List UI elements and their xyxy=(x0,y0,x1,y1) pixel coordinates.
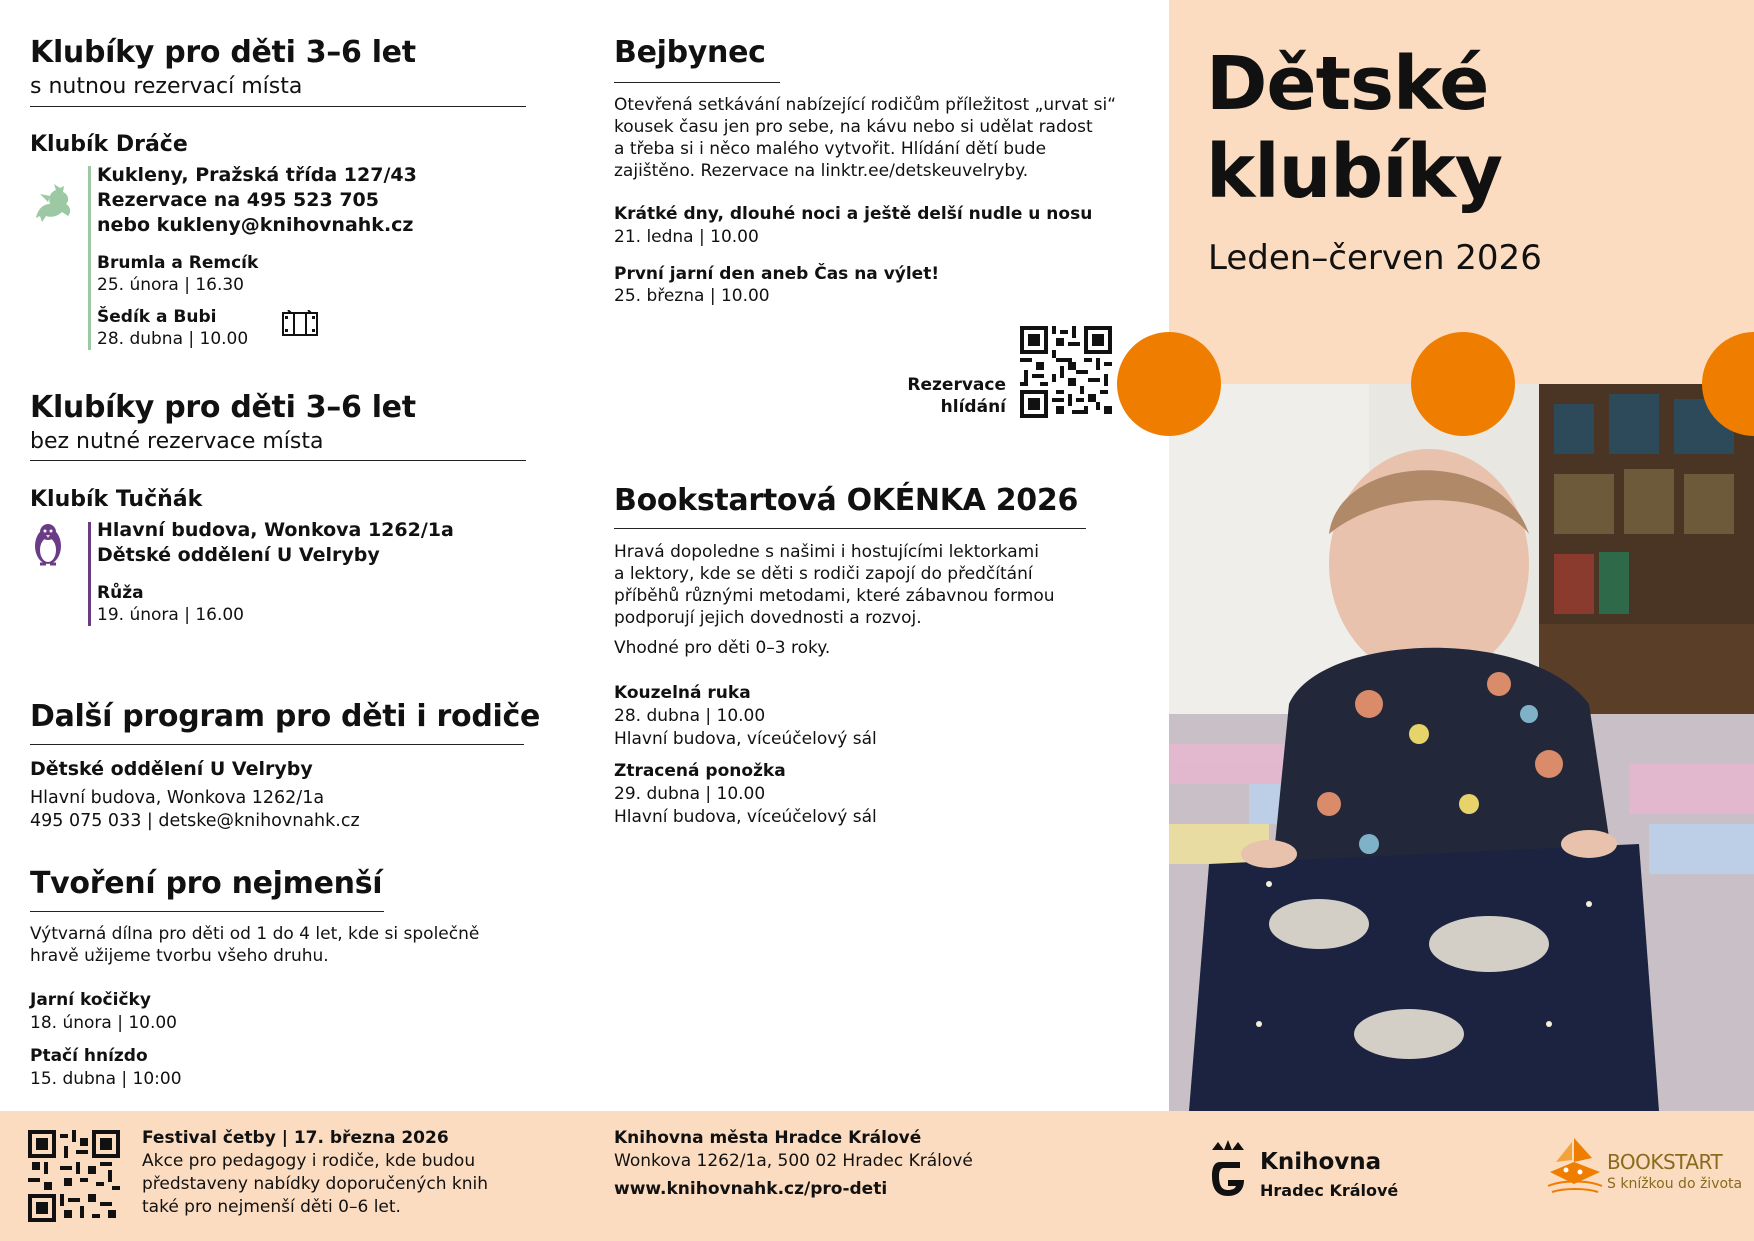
event-name: Jarní kočičky xyxy=(30,990,151,1010)
section-title-dalsi-program: Další program pro děti i rodiče xyxy=(30,699,541,734)
library-logo-text: Knihovna xyxy=(1260,1149,1382,1175)
club-accent-bar xyxy=(88,166,91,350)
description-line: hravě užijeme tvorbu všeho druhu. xyxy=(30,946,329,966)
bookstart-slogan: S knížkou do života xyxy=(1607,1176,1743,1192)
library-address: Wonkova 1262/1a, 500 02 Hradec Králové xyxy=(614,1151,973,1171)
event-date: 15. dubna | 10:00 xyxy=(30,1069,182,1089)
department-heading: Dětské oddělení U Velryby xyxy=(30,758,313,780)
event-name: Ztracená ponožka xyxy=(614,761,786,781)
cover-title-line: klubíky xyxy=(1206,129,1503,215)
club-info xyxy=(97,518,454,568)
event-date: 19. února | 16.00 xyxy=(97,605,244,625)
club-address: Kukleny, Pražská třída 127/43 xyxy=(97,164,417,186)
section-title-klubiky-rezervace: Klubíky pro děti 3–6 let xyxy=(30,35,416,70)
event-place: Hlavní budova, víceúčelový sál xyxy=(614,729,877,749)
department-address: Hlavní budova, Wonkova 1262/1a xyxy=(30,788,325,808)
description-line: Otevřená setkávání nabízející rodičům příležitost „urvat si“ xyxy=(614,95,1117,115)
divider xyxy=(30,911,384,912)
club-accent-bar xyxy=(88,522,91,626)
section-description xyxy=(614,94,1116,182)
event-date: 25. února | 16.30 xyxy=(97,275,244,295)
library-website-link[interactable]: www.knihovnahk.cz/pro-deti xyxy=(614,1179,888,1199)
qr-label xyxy=(880,374,1006,418)
decor-circle xyxy=(1411,332,1515,436)
qr-label-line: Rezervace xyxy=(907,375,1006,395)
bookstart-logo-icon xyxy=(1544,1132,1606,1200)
description-line: Výtvarná dílna pro děti od 1 do 4 let, kde si společně xyxy=(30,924,480,944)
club-department: Dětské oddělení U Velryby xyxy=(97,544,380,566)
qr-label-line: hlídání xyxy=(940,397,1006,417)
department-info xyxy=(30,787,360,832)
divider xyxy=(30,106,526,107)
section-title-okenka: Bookstartová OKÉNKA 2026 xyxy=(614,483,1079,518)
description-line: zajištěno. Rezervace na linktr.ee/detskeuvelryby. xyxy=(614,161,1029,181)
baby-reading-photo xyxy=(1169,384,1754,1111)
club-email: nebo kukleny@knihovnahk.cz xyxy=(97,214,414,236)
festival-description xyxy=(142,1150,488,1219)
dragon-icon xyxy=(28,178,76,226)
event-date: 18. února | 10.00 xyxy=(30,1013,177,1033)
decor-circle xyxy=(1117,332,1221,436)
divider xyxy=(614,82,780,83)
library-logo-subtext: Hradec Králové xyxy=(1260,1181,1399,1200)
festival-title: Festival četby | 17. března 2026 xyxy=(142,1128,449,1148)
festival-line: také pro nejmenší děti 0–6 let. xyxy=(142,1197,401,1217)
event-name: První jarní den aneb Čas na výlet! xyxy=(614,264,940,284)
description-line: příběhů různými metodami, které zábavnou formou xyxy=(614,586,1055,606)
age-note: Vhodné pro děti 0–3 roky. xyxy=(614,638,831,658)
event-date: 29. dubna | 10.00 xyxy=(614,784,766,804)
divider xyxy=(614,528,1086,529)
description-line: a třeba si i něco malého vytvořit. Hlídání dětí bude xyxy=(614,139,1047,159)
library-name: Knihovna města Hradce Králové xyxy=(614,1128,922,1148)
event-date: 28. dubna | 10.00 xyxy=(614,706,766,726)
section-title-bejbynec: Bejbynec xyxy=(614,35,766,70)
event-place: Hlavní budova, víceúčelový sál xyxy=(614,807,877,827)
divider xyxy=(30,460,526,461)
section-description xyxy=(614,541,1055,629)
club-phone: Rezervace na 495 523 705 xyxy=(97,189,379,211)
section-subtitle: s nutnou rezervací místa xyxy=(30,74,303,99)
description-line: kousek času jen pro sebe, na kávu nebo si udělat radost xyxy=(614,117,1093,137)
event-name: Růža xyxy=(97,583,144,603)
event-date: 28. dubna | 10.00 xyxy=(97,329,249,349)
event-name: Krátké dny, dlouhé noci a ještě delší nudle u nosu xyxy=(614,204,1093,224)
section-description xyxy=(30,923,479,967)
description-line: a lektory, kde se děti s rodiči zapojí do předčítání xyxy=(614,564,1033,584)
section-title-tvoreni: Tvoření pro nejmenší xyxy=(30,866,383,901)
library-logo-icon xyxy=(1210,1138,1246,1200)
event-name: Ptačí hnízdo xyxy=(30,1046,148,1066)
club-info xyxy=(97,163,417,238)
divider xyxy=(30,744,524,745)
cover-subtitle: Leden–červen 2026 xyxy=(1208,238,1542,278)
section-subtitle: bez nutné rezervace místa xyxy=(30,429,324,454)
penguin-icon xyxy=(30,522,66,566)
qr-code-reservation[interactable] xyxy=(1020,326,1112,418)
event-date: 21. ledna | 10.00 xyxy=(614,227,759,247)
section-title-klubiky-bez-rezervace: Klubíky pro děti 3–6 let xyxy=(30,390,416,425)
event-name: Kouzelná ruka xyxy=(614,683,751,703)
event-date: 25. března | 10.00 xyxy=(614,286,770,306)
event-name: Brumla a Remcík xyxy=(97,253,259,273)
description-line: Hravá dopoledne s našimi i hostujícími lektorkami xyxy=(614,542,1039,562)
event-name: Šedík a Bubi xyxy=(97,307,217,327)
club-title-drace: Klubík Dráče xyxy=(30,132,188,157)
bookstart-title: BOOKSTART xyxy=(1607,1150,1723,1174)
festival-line: Akce pro pedagogy i rodiče, kde budou xyxy=(142,1151,476,1171)
film-icon xyxy=(282,310,318,338)
description-line: podporují jejich dovednosti a rozvoj. xyxy=(614,608,922,628)
qr-code-festival[interactable] xyxy=(28,1130,120,1222)
club-title-tucnak: Klubík Tučňák xyxy=(30,487,203,512)
department-contact: 495 075 033 | detske@knihovnahk.cz xyxy=(30,810,360,831)
cover-title-line: Dětské xyxy=(1206,41,1489,127)
festival-line: představeny nabídky doporučených knih xyxy=(142,1174,488,1194)
cover-title xyxy=(1206,40,1502,216)
club-address: Hlavní budova, Wonkova 1262/1a xyxy=(97,519,454,541)
